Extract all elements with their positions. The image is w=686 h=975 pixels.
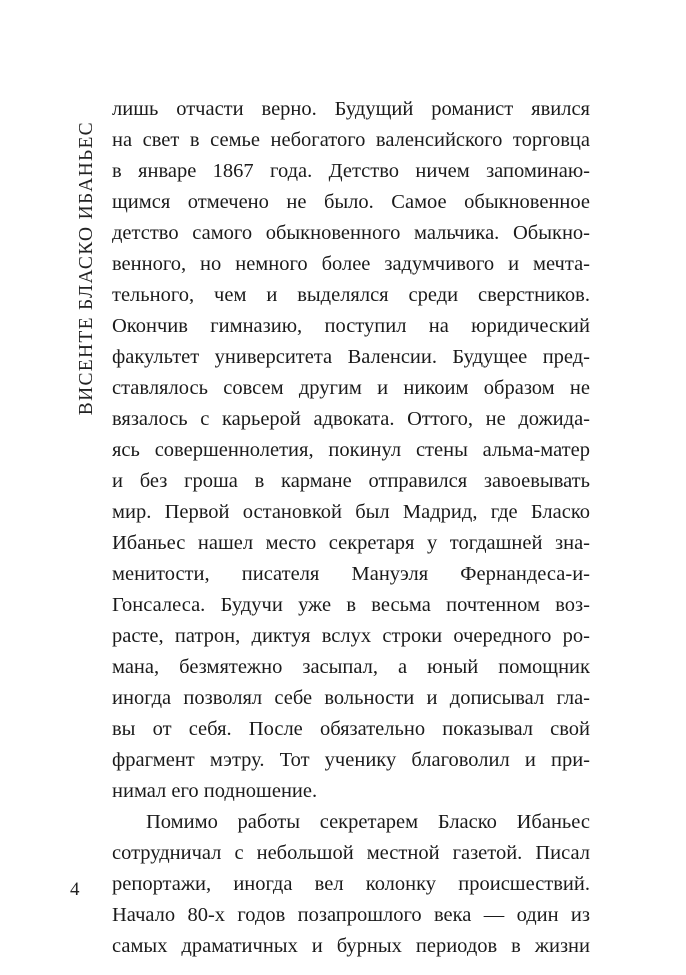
text-line: Начало 80-х годов позапрошлого века — один из	[112, 904, 590, 926]
text-line: самых драматичных и бурных периодов в жизни	[112, 935, 590, 957]
text-line: менитости, писателя Мануэля Фернандеса-и-	[112, 563, 590, 585]
text-line: вязалось с карьерой адвоката. Оттого, не дожида-	[112, 408, 590, 430]
text-line: вы от себя. После обязательно показывал свой	[112, 718, 590, 740]
text-line: лишь отчасти верно. Будущий романист явился	[112, 98, 590, 120]
text-line: детство самого обыкновенного мальчика. Обыкно-	[112, 222, 590, 244]
text-line: Окончив гимназию, поступил на юридический	[112, 315, 590, 337]
text-line: факультет университета Валенсии. Будущее пред-	[112, 346, 590, 368]
text-line: тельного, чем и выделялся среди сверстников.	[112, 284, 590, 306]
body-text	[112, 94, 590, 962]
text-line: нимал его подношение.	[112, 780, 318, 802]
text-line: иногда позволял себе вольности и дописывал гла-	[112, 687, 590, 709]
text-line: мана, безмятежно засыпал, а юный помощник	[112, 656, 590, 678]
text-line: Гонсалеса. Будучи уже в весьма почтенном воз-	[112, 594, 590, 616]
text-line: в январе 1867 года. Детство ничем запоминаю-	[112, 160, 590, 182]
text-line: фрагмент мэтру. Тот ученику благоволил и при-	[112, 749, 590, 771]
text-line: щимся отмечено не было. Самое обыкновенное	[112, 191, 590, 213]
text-line: мир. Первой остановкой был Мадрид, где Бласко	[112, 501, 590, 523]
text-line: и без гроша в кармане отправился завоевывать	[112, 470, 590, 492]
text-line: ясь совершеннолетия, покинул стены альма-матер	[112, 439, 590, 461]
text-line: на свет в семье небогатого валенсийского торговца	[112, 129, 590, 151]
paragraph	[112, 94, 590, 807]
page-number: 4	[70, 879, 80, 900]
text-line: Ибаньес нашел место секретаря у тогдашней зна-	[112, 532, 590, 554]
text-line: венного, но немного более задумчивого и мечта-	[112, 253, 590, 275]
text-line: Помимо работы секретарем Бласко Ибаньес	[146, 811, 590, 833]
text-line: сотрудничал с небольшой местной газетой. Писал	[112, 842, 590, 864]
text-line: ставлялось совсем другим и никоим образом не	[112, 377, 590, 399]
running-head-text: ВИСЕНТЕ БЛАСКО ИБАНЬЕС	[76, 120, 98, 416]
paragraph	[112, 807, 590, 962]
text-line: расте, патрон, диктуя вслух строки очередного ро-	[112, 625, 590, 647]
text-line: репортажи, иногда вел колонку происшествий.	[112, 873, 590, 895]
running-head	[70, 96, 104, 440]
